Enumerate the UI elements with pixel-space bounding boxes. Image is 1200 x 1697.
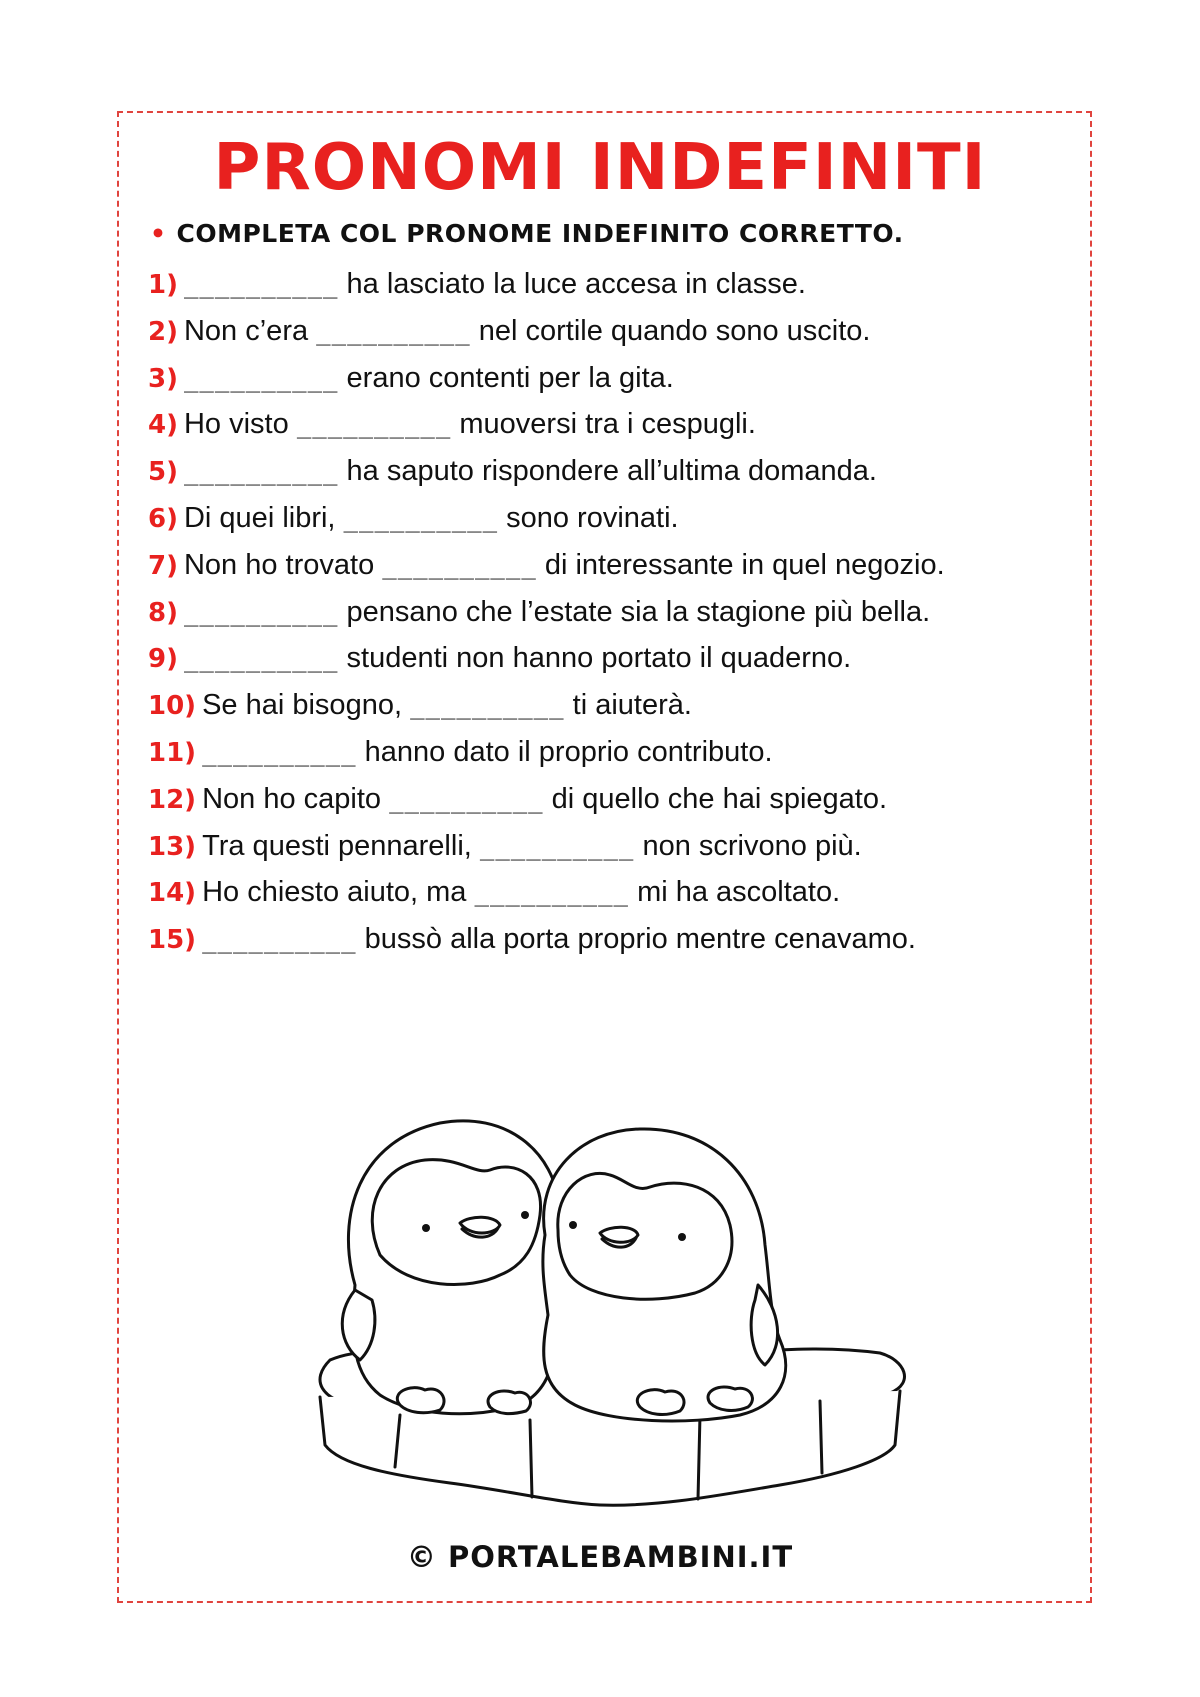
answer-blank[interactable]: __________: [183, 458, 339, 487]
answer-blank[interactable]: __________: [183, 364, 339, 393]
exercise-text-after: non scrivono più.: [642, 829, 862, 862]
answer-blank[interactable]: __________: [202, 926, 357, 955]
instruction-bullet: •: [150, 219, 167, 248]
exercise-text-before: Ho chiesto aiuto, ma: [202, 876, 467, 909]
exercise-number: 5): [148, 457, 178, 488]
exercise-text-after: mi ha ascoltato.: [637, 876, 841, 909]
exercise-text-before: Di quei libri,: [183, 501, 336, 534]
exercise-number: 10): [148, 691, 197, 722]
exercise-text-before: Tra questi pennarelli,: [202, 829, 472, 862]
answer-blank[interactable]: __________: [382, 551, 537, 580]
exercise-number: 13): [148, 831, 197, 862]
answer-blank[interactable]: __________: [316, 317, 471, 346]
answer-blank[interactable]: __________: [389, 785, 544, 814]
answer-blank[interactable]: __________: [183, 645, 339, 674]
exercise-item: [148, 496, 1078, 543]
exercise-item: [148, 356, 1078, 403]
answer-blank[interactable]: __________: [410, 692, 565, 721]
exercise-text-after: nel cortile quando sono uscito.: [478, 314, 871, 347]
answer-blank[interactable]: __________: [183, 598, 339, 627]
exercise-text-after: di quello che hai spiegato.: [551, 782, 888, 815]
right-penguin: [543, 1129, 786, 1421]
exercise-text-after: erano contenti per la gita.: [346, 361, 674, 394]
exercise-number: 3): [148, 363, 178, 394]
exercise-item: [148, 449, 1078, 496]
exercise-item: [148, 590, 1078, 637]
exercise-number: 6): [148, 503, 178, 534]
exercise-number: 7): [148, 550, 178, 581]
exercise-item: [148, 262, 1078, 309]
answer-blank[interactable]: __________: [343, 504, 499, 533]
exercise-item: [148, 824, 1078, 871]
exercise-number: 15): [148, 925, 197, 956]
exercise-item: [148, 730, 1078, 777]
answer-blank[interactable]: __________: [183, 271, 339, 299]
exercise-text-after: hanno dato il proprio contributo.: [364, 735, 773, 768]
penguins-on-ice-illustration: [300, 1115, 910, 1535]
exercise-text-before: Se hai bisogno,: [202, 689, 403, 722]
exercise-text-before: Ho visto: [183, 408, 289, 441]
exercise-number: 9): [148, 644, 178, 675]
exercise-item: [148, 636, 1078, 683]
exercise-number: 1): [148, 270, 178, 300]
answer-blank[interactable]: __________: [296, 411, 452, 440]
exercise-item: [148, 683, 1078, 730]
exercise-text-before: Non ho capito: [202, 782, 382, 815]
exercise-number: 4): [148, 410, 178, 441]
exercise-text-after: muoversi tra i cespugli.: [459, 408, 756, 441]
answer-blank[interactable]: __________: [479, 832, 635, 861]
exercise-list: [148, 262, 1078, 964]
exercise-number: 12): [148, 784, 197, 815]
exercise-text-after: di interessante in quel negozio.: [544, 548, 945, 581]
exercise-item: [148, 402, 1078, 449]
exercise-number: 14): [148, 878, 197, 909]
page-title: PRONOMI INDEFINITI: [213, 131, 987, 205]
exercise-text-after: pensano che l’estate sia la stagione più bella.: [346, 595, 931, 628]
exercise-number: 8): [148, 597, 178, 628]
exercise-text-after: ti aiuterà.: [572, 689, 692, 722]
answer-blank[interactable]: __________: [474, 879, 629, 908]
exercise-item: [148, 870, 1078, 917]
copyright-footer: © PORTALEBAMBINI.IT: [406, 1540, 794, 1574]
exercise-item: [148, 917, 1078, 964]
exercise-number: 11): [148, 737, 197, 768]
exercise-text-after: ha lasciato la luce accesa in classe.: [346, 268, 806, 300]
exercise-text-before: Non ho trovato: [183, 548, 375, 581]
exercise-item: [148, 777, 1078, 824]
exercise-text-after: sono rovinati.: [506, 501, 679, 534]
exercise-item: [148, 309, 1078, 356]
answer-blank[interactable]: __________: [202, 738, 357, 767]
exercise-text-after: bussò alla porta proprio mentre cenavamo.: [364, 923, 916, 956]
exercise-text-before: Non c’era: [183, 314, 309, 347]
exercise-item: [148, 543, 1078, 590]
exercise-text-after: ha saputo rispondere all’ultima domanda.: [346, 455, 877, 488]
exercise-text-after: studenti non hanno portato il quaderno.: [346, 642, 852, 675]
exercise-number: 2): [148, 316, 178, 347]
instruction: [150, 214, 904, 254]
instruction-text: COMPLETA COL PRONOME INDEFINITO CORRETTO.: [176, 219, 904, 248]
left-penguin: [342, 1121, 561, 1414]
